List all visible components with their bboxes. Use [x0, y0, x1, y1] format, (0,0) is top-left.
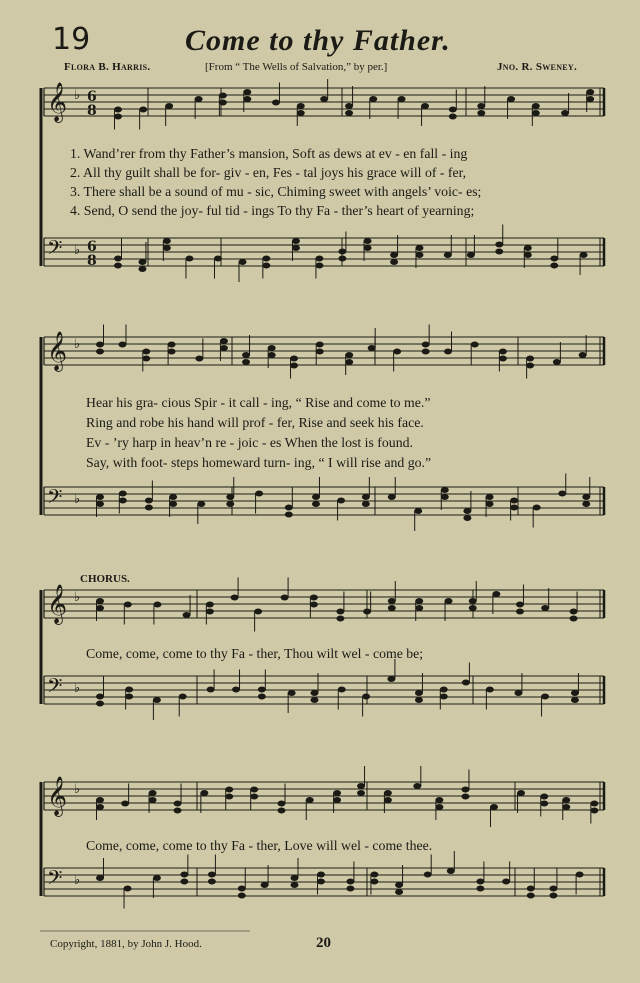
note-head	[440, 694, 448, 700]
note-head	[153, 875, 161, 881]
note-head	[571, 697, 579, 703]
note-head	[219, 93, 227, 99]
note-head	[142, 356, 150, 362]
note-head	[469, 605, 477, 611]
note-head	[345, 110, 353, 116]
note-head	[462, 680, 470, 686]
note-head	[553, 359, 561, 365]
note-head	[312, 494, 320, 500]
note-head	[316, 342, 324, 348]
note-head	[388, 605, 396, 611]
note-head	[526, 356, 534, 362]
note-head	[225, 794, 233, 800]
note-head	[507, 96, 515, 102]
note-head	[96, 598, 104, 604]
note-head	[562, 804, 570, 810]
treble-clef-icon: 𝄞	[47, 82, 68, 122]
note-head	[447, 868, 455, 874]
note-head	[242, 359, 250, 365]
note-head	[168, 342, 176, 348]
note-head	[278, 801, 286, 807]
treble-clef-icon: 𝄞	[47, 584, 68, 624]
note-head	[368, 345, 376, 351]
note-head	[338, 249, 346, 255]
note-head	[441, 487, 449, 493]
note-head	[471, 342, 479, 348]
composer-credit: Jno. R. Sweney.	[497, 61, 578, 73]
note-head	[338, 687, 346, 693]
note-head	[384, 797, 392, 803]
note-head	[169, 501, 177, 507]
note-head	[316, 349, 324, 355]
note-head	[415, 245, 423, 251]
note-head	[124, 602, 132, 608]
note-head	[206, 609, 214, 615]
time-signature-bottom: 8	[87, 253, 97, 269]
note-head	[261, 882, 269, 888]
note-head	[315, 256, 323, 262]
note-head	[490, 804, 498, 810]
note-head	[285, 505, 293, 511]
note-head	[169, 494, 177, 500]
note-head	[586, 89, 594, 95]
note-head	[180, 879, 188, 885]
note-head	[320, 96, 328, 102]
note-head	[550, 263, 558, 269]
author-credit: Flora B. Harris.	[64, 61, 151, 73]
note-head	[516, 602, 524, 608]
note-head	[153, 697, 161, 703]
note-head	[226, 494, 234, 500]
flat-icon: ♭	[74, 782, 81, 797]
note-head	[96, 349, 104, 355]
verse-4-line-1: 4. Send, O send the joy- ful tid - ings To thy Fa - ther’s heart of yearning;	[70, 203, 475, 218]
bass-clef-icon: 𝄢	[47, 485, 63, 513]
note-head	[163, 238, 171, 244]
note-head	[476, 879, 484, 885]
note-head	[96, 804, 104, 810]
hymn-number: 19	[52, 22, 91, 57]
note-head	[310, 690, 318, 696]
note-head	[449, 107, 457, 113]
note-head	[576, 872, 584, 878]
note-head	[550, 256, 558, 262]
note-head	[486, 687, 494, 693]
note-head	[467, 252, 475, 258]
note-head	[514, 690, 522, 696]
note-head	[306, 797, 314, 803]
note-head	[336, 609, 344, 615]
note-head	[220, 345, 228, 351]
note-head	[449, 114, 457, 120]
note-head	[413, 783, 421, 789]
note-head	[250, 787, 258, 793]
chorus-label: CHORUS.	[80, 573, 130, 585]
note-head	[477, 110, 485, 116]
note-head	[119, 498, 127, 504]
time-signature-top: 6	[87, 89, 97, 105]
note-head	[239, 259, 247, 265]
bass-clef-icon: 𝄢	[47, 866, 63, 894]
note-head	[561, 110, 569, 116]
note-head	[524, 245, 532, 251]
note-head	[532, 110, 540, 116]
note-head	[541, 605, 549, 611]
note-head	[461, 787, 469, 793]
flat-icon: ♭	[74, 88, 81, 103]
hymn-title: Come to thy Father.	[185, 24, 451, 57]
note-head	[262, 256, 270, 262]
verse-1-line-2: Hear his gra- cious Spir - it call - ing, “ Rise and come to me.”	[86, 395, 431, 410]
note-head	[415, 605, 423, 611]
note-head	[197, 501, 205, 507]
note-head	[422, 342, 430, 348]
note-head	[268, 345, 276, 351]
note-head	[243, 89, 251, 95]
bass-clef-icon: 𝄢	[47, 236, 63, 264]
flat-icon: ♭	[74, 873, 81, 888]
note-head	[285, 512, 293, 518]
note-head	[540, 794, 548, 800]
chorus-line-1: Come, come, come to thy Fa - ther, Thou wilt wel - come be;	[86, 646, 424, 661]
note-head	[517, 790, 525, 796]
note-head	[255, 491, 263, 497]
verse-3-line-2: Ev - ’ry harp in heav’n re - joic - es When the lost is found.	[86, 435, 413, 450]
note-head	[570, 609, 578, 615]
note-head	[369, 96, 377, 102]
note-head	[114, 114, 122, 120]
note-head	[571, 690, 579, 696]
note-head	[390, 252, 398, 258]
note-head	[195, 96, 203, 102]
note-head	[214, 256, 222, 262]
note-head	[435, 797, 443, 803]
note-head	[395, 889, 403, 895]
note-head	[226, 501, 234, 507]
note-head	[96, 797, 104, 803]
note-head	[362, 694, 370, 700]
note-head	[388, 598, 396, 604]
verse-4-line-2: Say, with foot- steps homeward turn- ing, “ I will rise and go.”	[86, 455, 432, 470]
note-head	[281, 595, 289, 601]
note-head	[310, 697, 318, 703]
treble-clef-icon: 𝄞	[47, 776, 68, 816]
note-head	[183, 612, 191, 618]
note-head	[388, 494, 396, 500]
note-head	[370, 879, 378, 885]
time-signature-bottom: 8	[87, 103, 97, 119]
note-head	[495, 242, 503, 248]
note-head	[415, 697, 423, 703]
note-head	[278, 808, 286, 814]
note-head	[149, 797, 157, 803]
note-head	[510, 498, 518, 504]
note-head	[138, 266, 146, 272]
note-head	[415, 598, 423, 604]
note-head	[390, 259, 398, 265]
flat-icon: ♭	[74, 681, 81, 696]
note-head	[297, 103, 305, 109]
chorus-line-2: Come, come, come to thy Fa - ther, Love will wel - come thee.	[86, 838, 433, 853]
note-head	[579, 352, 587, 358]
note-head	[149, 790, 157, 796]
note-head	[532, 103, 540, 109]
note-head	[242, 352, 250, 358]
note-head	[290, 363, 298, 369]
note-head	[195, 356, 203, 362]
note-head	[395, 882, 403, 888]
note-head	[96, 701, 104, 707]
note-head	[502, 879, 510, 885]
note-head	[486, 494, 494, 500]
note-head	[290, 356, 298, 362]
note-head	[357, 790, 365, 796]
note-head	[145, 505, 153, 511]
note-head	[262, 263, 270, 269]
note-head	[524, 252, 532, 258]
note-head	[168, 349, 176, 355]
note-head	[570, 616, 578, 622]
note-head	[533, 505, 541, 511]
note-head	[422, 349, 430, 355]
note-head	[114, 107, 122, 113]
note-head	[310, 602, 318, 608]
note-head	[114, 256, 122, 262]
note-head	[272, 100, 280, 106]
note-head	[238, 886, 246, 892]
note-head	[292, 245, 300, 251]
note-head	[125, 694, 133, 700]
note-head	[590, 808, 598, 814]
note-head	[477, 103, 485, 109]
note-head	[292, 238, 300, 244]
note-head	[346, 879, 354, 885]
note-head	[142, 349, 150, 355]
note-head	[527, 886, 535, 892]
note-head	[250, 794, 258, 800]
note-head	[219, 100, 227, 106]
note-head	[337, 498, 345, 504]
note-head	[346, 886, 354, 892]
note-head	[315, 263, 323, 269]
note-head	[540, 801, 548, 807]
note-head	[486, 501, 494, 507]
flat-icon: ♭	[74, 243, 81, 258]
verse-2-line-1: 2. All thy guilt shall be for- giv - en, Fes - tal joys his grace will of - fer,	[70, 165, 467, 180]
flat-icon: ♭	[74, 492, 81, 507]
note-head	[582, 494, 590, 500]
note-head	[362, 494, 370, 500]
note-head	[96, 875, 104, 881]
note-head	[499, 356, 507, 362]
verse-2-line-2: Ring and robe his hand will prof - fer, Rise and seek his face.	[86, 415, 424, 430]
note-head	[527, 893, 535, 899]
note-head	[338, 256, 346, 262]
note-head	[231, 595, 239, 601]
note-head	[424, 872, 432, 878]
note-head	[463, 515, 471, 521]
note-head	[510, 505, 518, 511]
note-head	[364, 245, 372, 251]
note-head	[336, 616, 344, 622]
treble-clef-icon: 𝄞	[47, 331, 68, 371]
flat-icon: ♭	[74, 337, 81, 352]
note-head	[414, 508, 422, 514]
note-head	[387, 676, 395, 682]
note-head	[165, 103, 173, 109]
note-head	[444, 349, 452, 355]
note-head	[333, 797, 341, 803]
note-head	[243, 96, 251, 102]
note-head	[163, 245, 171, 251]
note-head	[469, 598, 477, 604]
verse-1-line-1: 1. Wand’rer from thy Father’s mansion, Soft as dews at ev - en fall - ing	[70, 146, 468, 161]
note-head	[254, 609, 262, 615]
note-head	[124, 886, 132, 892]
note-head	[495, 249, 503, 255]
note-head	[463, 508, 471, 514]
note-head	[145, 498, 153, 504]
note-head	[345, 352, 353, 358]
note-head	[393, 349, 401, 355]
note-head	[562, 797, 570, 803]
note-head	[435, 804, 443, 810]
note-head	[415, 252, 423, 258]
note-head	[138, 259, 146, 265]
page-number: 20	[316, 935, 331, 951]
note-head	[312, 501, 320, 507]
note-head	[297, 110, 305, 116]
note-head	[582, 501, 590, 507]
note-head	[492, 591, 500, 597]
note-head	[153, 602, 161, 608]
note-head	[363, 609, 371, 615]
note-head	[119, 491, 127, 497]
note-head	[258, 694, 266, 700]
time-signature-top: 6	[87, 239, 97, 255]
note-head	[364, 238, 372, 244]
source-credit: [From “ The Wells of Salvation,” by per.]	[205, 61, 388, 73]
note-head	[268, 352, 276, 358]
note-head	[333, 790, 341, 796]
note-head	[258, 687, 266, 693]
note-head	[96, 605, 104, 611]
note-head	[96, 501, 104, 507]
note-head	[415, 690, 423, 696]
note-head	[362, 501, 370, 507]
note-head	[206, 602, 214, 608]
note-head	[461, 794, 469, 800]
note-head	[207, 687, 215, 693]
note-head	[549, 893, 557, 899]
note-head	[398, 96, 406, 102]
note-head	[345, 359, 353, 365]
note-head	[499, 349, 507, 355]
note-head	[220, 338, 228, 344]
note-head	[121, 801, 129, 807]
note-head	[114, 263, 122, 269]
note-head	[357, 783, 365, 789]
note-head	[174, 808, 182, 814]
note-head	[516, 609, 524, 615]
note-head	[290, 882, 298, 888]
note-head	[200, 790, 208, 796]
note-head	[370, 872, 378, 878]
verse-3-line-1: 3. There shall be a sound of mu - sic, Chiming sweet with angels’ voic- es;	[70, 184, 482, 199]
note-head	[174, 801, 182, 807]
note-head	[586, 96, 594, 102]
note-head	[238, 893, 246, 899]
note-head	[179, 694, 187, 700]
bass-clef-icon: 𝄢	[47, 674, 63, 702]
note-head	[580, 252, 588, 258]
note-head	[125, 687, 133, 693]
note-head	[317, 872, 325, 878]
note-head	[441, 494, 449, 500]
note-head	[590, 801, 598, 807]
note-head	[345, 103, 353, 109]
note-head	[440, 687, 448, 693]
note-head	[541, 694, 549, 700]
note-head	[290, 875, 298, 881]
note-head	[96, 694, 104, 700]
note-head	[208, 872, 216, 878]
copyright-notice: Copyright, 1881, by John J. Hood.	[50, 938, 202, 950]
note-head	[526, 363, 534, 369]
note-head	[310, 595, 318, 601]
flat-icon: ♭	[74, 590, 81, 605]
note-head	[225, 787, 233, 793]
note-head	[384, 790, 392, 796]
note-head	[139, 107, 147, 113]
note-head	[476, 886, 484, 892]
note-head	[549, 886, 557, 892]
note-head	[444, 252, 452, 258]
note-head	[558, 491, 566, 497]
note-head	[185, 256, 193, 262]
note-head	[96, 494, 104, 500]
note-head	[288, 690, 296, 696]
note-head	[232, 687, 240, 693]
note-head	[317, 879, 325, 885]
note-head	[421, 103, 429, 109]
note-head	[208, 879, 216, 885]
note-head	[96, 342, 104, 348]
note-head	[180, 872, 188, 878]
note-head	[118, 342, 126, 348]
note-head	[445, 598, 453, 604]
